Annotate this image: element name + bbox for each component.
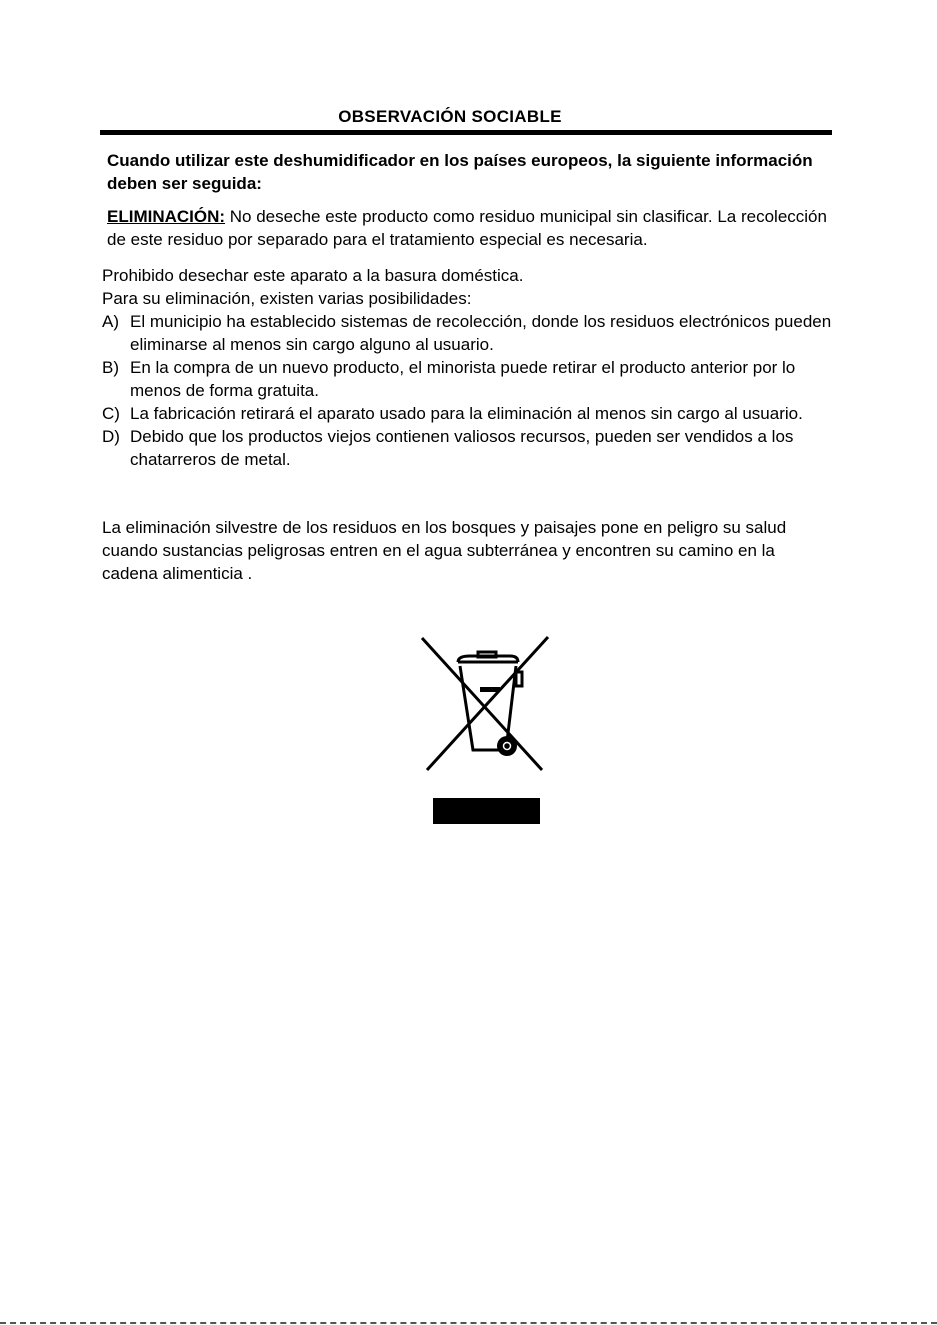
list-item [102,402,842,425]
option-key: C) [102,404,120,423]
disposal-paragraph [107,205,827,251]
crossed-out-bin-icon [418,632,553,774]
warning-text: La eliminación silvestre de los residuos en los bosques y paisajes pone en peligro su salud cuando sustancias peligrosas entren en el agua subterránea y encontren su camino en la cadena alimenticia . [102,518,787,583]
symbol-bar [433,798,540,824]
option-key: D) [102,427,120,446]
intro-text: Cuando utilizar este deshumidificador en los países europeos, la siguiente información deben ser seguida: [107,151,813,193]
option-text: La fabricación retirará el aparato usado para la eliminación al menos sin cargo al usuario. [130,404,803,423]
disposal-label: ELIMINACIÓN: [107,207,226,226]
list-item [102,310,842,356]
option-key: A) [102,312,119,331]
title-rule [100,130,832,135]
option-text: Debido que los productos viejos contienen valiosos recursos, pueden ser vendidos a los chatarreros de metal. [130,427,794,469]
option-key: B) [102,358,119,377]
disposal-text: No deseche este producto como residuo municipal sin clasificar. La recolección de este residuo por separado para el tratamiento especial es necesaria. [107,207,827,249]
footer-dashed-line [0,1322,937,1324]
option-text: El municipio ha establecido sistemas de recolección, donde los residuos electrónicos pueden eliminarse al menos sin cargo alguno al usuario. [130,312,832,354]
options-section [102,264,842,471]
page-title: OBSERVACIÓN SOCIABLE [338,107,562,126]
options-intro: Para su eliminación, existen varias posibilidades: [102,289,472,308]
list-item [102,356,842,402]
list-item [102,425,842,471]
option-text: En la compra de un nuevo producto, el minorista puede retirar el producto anterior por lo menos de forma gratuita. [130,358,796,400]
prohibited-text: Prohibido desechar este aparato a la basura doméstica. [102,266,524,285]
